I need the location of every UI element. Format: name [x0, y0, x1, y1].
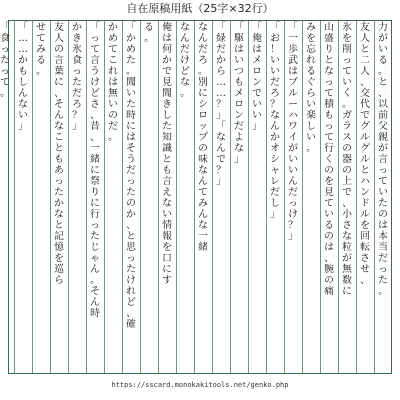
manuscript-column: 氷 を 削 っ て い く 。 ガ ラ ス の 器 の 上 で 、 小 さ な 粒 が 無 数 に: [342, 22, 352, 297]
page-title: 自在原稿用紙（25字×32行）: [126, 2, 274, 15]
manuscript-column: み を 忘 れ る ぐ ら い 楽 し い 。: [306, 22, 316, 154]
manuscript-column: 「 駆 は い つ も メ ロ ン だ よ な 」: [234, 22, 244, 165]
manuscript-column: る 。: [144, 22, 154, 44]
manuscript-column: 俺 は 何 か で 見 聞 き し た 知 識 と も 言 え な い 情 報 を 口 に す: [162, 22, 172, 286]
manuscript-column: 「 俺 は メ ロ ン で い い 」: [252, 22, 262, 132]
manuscript-column: 「 一 歩 武 は ブ ル ー ハ ワ イ が い い ん だ っ け ？ 」: [288, 22, 298, 242]
manuscript-column: せ て み る 。: [36, 22, 46, 77]
manuscript-column: 友 人 と 二 人 、 交 代 で グ ル グ ル と ハ ン ド ル を 回 転 さ せ 、: [360, 22, 370, 286]
manuscript-grid: [0, 20, 392, 374]
manuscript-column: な ん だ ろ 。 別 に シ ロ ッ プ の 味 な ん て み ん な 一 緒: [198, 22, 208, 253]
manuscript-column: か き 氷 食 っ た だ ろ ？ 」: [72, 22, 82, 132]
manuscript-column: 友 人 の 言 葉 に 、 そ ん な こ と も あ っ た か な と 記 憶 を 巡 ら: [54, 22, 64, 286]
manuscript-column: な ん だ け ど な 。: [180, 22, 190, 99]
manuscript-column: 力 が い る 。 と 、 以 前 父 親 が 言 っ て い た の は 本 当 だ っ た 。: [378, 22, 388, 297]
manuscript-column: 山 盛 り と な っ て 積 も っ て 行 く の を 見 て い る の は 、 腕 の 痛: [324, 22, 334, 297]
source-url: https://sscard.monokakitools.net/genko.php: [111, 381, 289, 389]
manuscript-column: 「 食 っ た っ て 。: [0, 22, 10, 99]
manuscript-column: 「 … … か も し ん な い 」: [18, 22, 28, 132]
manuscript-column: 「 緑 だ か ら … … ？ 」 「 な ん で ？ 」: [216, 22, 226, 187]
manuscript-column: 「 っ て 言 う け ど さ 、 昔 、 一 緒 に 祭 り に 行 っ た じ ゃ ん 。 そ ん 時: [90, 22, 100, 319]
manuscript-column: 「 お ！ い い だ ろ ？ な ん か オ シ ャ レ だ し 」: [270, 22, 280, 220]
manuscript-column: 「 か め た 。 聞 い た 時 に は そ う だ っ た の か 、 と 思 っ た け れ ど 、 確: [126, 22, 136, 330]
manuscript-column: か め て こ れ は 無 い の だ 。: [108, 22, 118, 143]
